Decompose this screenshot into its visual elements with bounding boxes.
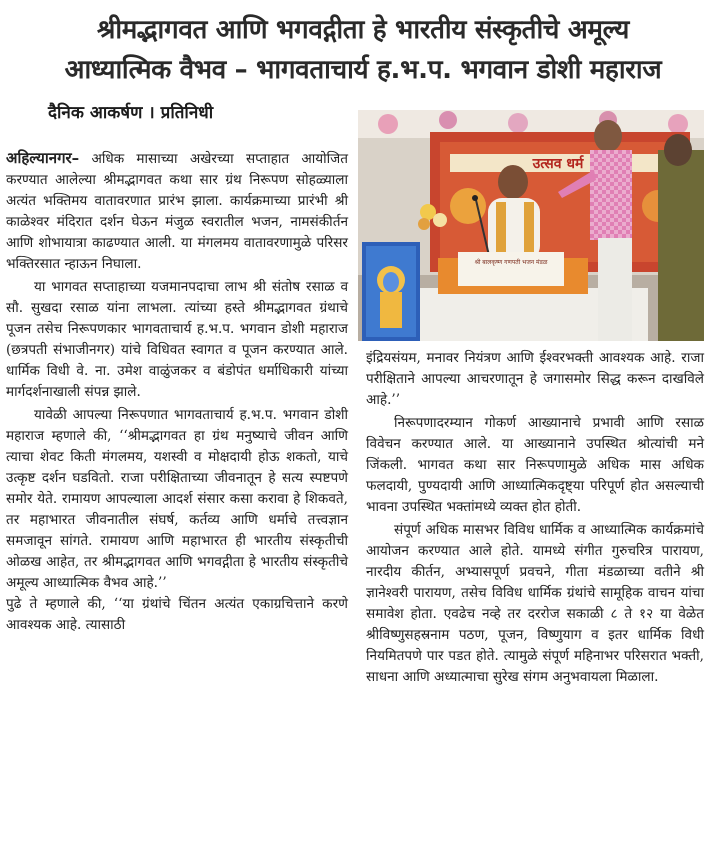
paragraph-3: यावेळी आपल्या निरूपणात भागवताचार्य ह.भ.प. भगवान डोशी महाराज म्हणाले की, ‘‘श्रीमद्भागवत हा ग्रंथ मनुष्याचे जीवन आणि त्याचा शेवट किती मंगलमय, यशस्वी व मोक्षदायी होऊ शकतो, याचे उत्कृष्ट दर्शन घडवितो. राजा परीक्षिताच्या जीवनातून हे सत्य स्पष्टपणे समोर येते. रामायण आपल्याला आदर्श संसार कसा करावा हे शिकवते, तर महाभारत जीवनातील संघर्ष, कर्तव्य आणि धर्माचे तत्त्वज्ञान समजावून सांगते. रामायण आणि महाभारत ही भारतीय संस्कृतीची ओळख आहेत, तर श्रीमद्भागवत आणि भगवद्गीता हे भारतीय संस्कृतीचे अमूल्य आध्यात्मिक वैभव आहे.’’ (6, 407, 348, 591)
dateline: अहिल्यानगर– (6, 149, 80, 167)
paragraph-1 (6, 148, 348, 275)
photo-illustration (358, 110, 704, 341)
article-column-right (366, 348, 704, 688)
headline (0, 10, 726, 90)
paragraph-4: पुढे ते म्हणाले की, ‘‘या ग्रंथांचे चिंतन अत्यंत एकाग्रचित्ताने करणे आवश्यक आहे. त्यासाठी (6, 596, 348, 633)
paragraph-1-text: अधिक मासाच्या अखेरच्या सप्ताहात आयोजित करण्यात आलेल्या श्रीमद्भागवत कथा सार ग्रंथ निरूपण सोहळ्याला अत्यंत भक्तिमय वातावरणात प्रारंभ झाला. कार्यक्रमाच्या प्रारंभी श्री काळेश्वर मंदिरात दर्शन घेऊन मंजुळ स्वरातील भजन, नामसंकीर्तन आणि शोभायात्रा काढण्यात आली. या मंगलमय वातावरणामुळे परिसर भक्तिरसात न्हाऊन निघाला. (6, 151, 349, 272)
paragraph-2: या भागवत सप्ताहाच्या यजमानपदाचा लाभ श्री संतोष रसाळ व सौ. सुखदा रसाळ यांना लाभला. त्यांच्या हस्ते श्रीमद्भागवत ग्रंथाचे पूजन तसेच निरूपणकार भागवताचार्य ह.भ.प. भगवान डोशी महाराज (छत्रपती संभाजीनगर) यांचे विधिवत स्वागत व पूजन करण्यात आले. धार्मिक विधी वे. ना. उमेश वाळुंजकर व बंडोपंत धर्माधिकारी यांच्या मार्गदर्शनाखाली संपन्न झाले. (6, 279, 348, 400)
paragraph-6: संपूर्ण अधिक मासभर विविध धार्मिक व आध्यात्मिक कार्यक्रमांचे आयोजन करण्यात आले होते. यामध्ये संगीत गुरुचरित्र पारायण, नारदीय कीर्तन, अभ्यासपूर्ण प्रवचने, गीता मंडळाच्या वतीने श्री ज्ञानेश्वरी पारायण, तसेच विविध धार्मिक ग्रंथांचे सामूहिक वाचन यांचा समावेश होता. एवढेच नव्हे तर दररोज सकाळी ८ ते १२ या वेळेत श्रीविष्णुसहस्रनाम पठण, पूजन, विष्णुयाग व इतर धार्मिक विधी नियमितपणे पार पडत होते. त्यामुळे संपूर्ण महिनाभर परिसरात भक्ती, साधना आणि अध्यात्माचा सुरेख संगम अनुभवायला मिळाला. (366, 522, 704, 685)
paragraph-5: निरूपणादरम्यान गोकर्ण आख्यानाचे प्रभावी आणि रसाळ विवेचन करण्यात आले. या आख्यानाने उपस्थित श्रोत्यांची मने जिंकली. भागवत कथा सार निरूपणामुळे अधिक मास अधिक फलदायी, पुण्यदायी आणि आध्यात्मिकदृष्ट्या परिपूर्ण होत असल्याची भावना उपस्थित भक्तांमध्ये व्यक्त होत होती. (366, 415, 704, 515)
article-column-left (6, 148, 348, 636)
paragraph-4-continued: इंद्रियसंयम, मनावर नियंत्रण आणि ईश्वरभक्ती आवश्यक आहे. राजा परीक्षिताने आपल्या आचरणातून हे जगासमोर सिद्ध करून दाखविले आहे.’’ (366, 350, 704, 408)
headline-line-1: श्रीमद्भागवत आणि भगवद्गीता हे भारतीय संस्कृतीचे अमूल्य (96, 15, 630, 45)
article-photo (358, 110, 704, 341)
byline: दैनिक आकर्षण । प्रतिनिधी (48, 103, 214, 123)
banner-text: उत्सव धर्म (532, 156, 584, 172)
headline-line-2: आध्यात्मिक वैभव – भागवताचार्य ह.भ.प. भगवान डोशी महाराज (64, 55, 662, 85)
poster-text: श्री बालकृष्ण गणपती भजन मंडळ (474, 259, 548, 266)
